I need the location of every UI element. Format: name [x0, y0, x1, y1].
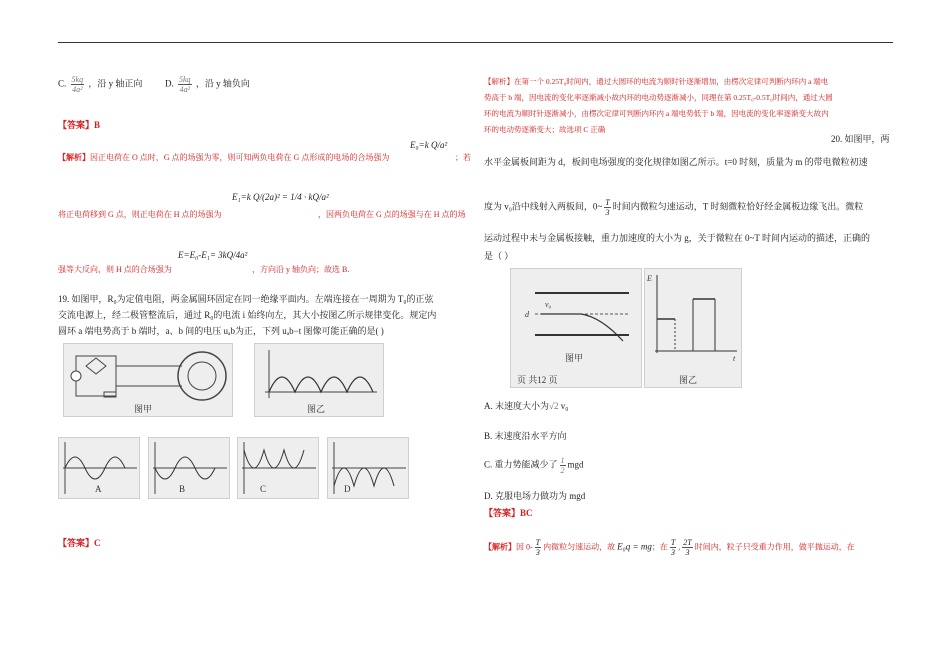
frac-2t-over-3: $\frac{2T}{3}$	[683, 538, 692, 557]
field-graph	[645, 269, 741, 387]
q19-option-b-graph	[148, 437, 230, 499]
option-c-label: C	[260, 484, 267, 494]
q20-fig-yi-label: 图乙	[679, 375, 698, 385]
answer-20: 【答案】BC	[484, 508, 533, 518]
svg-text:E: E	[647, 274, 652, 283]
option-c-curve	[238, 438, 318, 498]
explanation-18-line2: 将正电荷移到 G 点，则正电荷在 H 点的场强为	[58, 210, 222, 219]
q20-option-d: D. 克服电场力做功为 mgd	[484, 491, 586, 501]
question-20-line2: 水平金属板间距为 d，板间电场强度的变化规律如图乙所示。t=0 时刻，质量为 m 的带电微粒初速	[484, 157, 868, 167]
question-19-line3: 圆环 a 端电势高于 b 端时，a、b 间的电压 uₐb为正，下列 uₐb−t 图像可能正确的是( )	[58, 326, 384, 336]
option-d-curve	[328, 438, 408, 498]
explanation-18-tail1: ；若	[455, 153, 471, 162]
equation-e1: E₁=k Q/(2a)² = 1/4 · kQ/a²	[232, 192, 329, 202]
svg-text:t: t	[733, 354, 736, 363]
q20-option-a: A. 末速度大小为√2 v₀	[484, 401, 569, 411]
explanation-19: 【解析】在第一个 0.25T₀时间内，通过大圆环的电流为顺时针逐渐增加，由楞次定律可判断内环内 a 端电 势高于 b 端，因电流的变化率逐渐减小故内环的电动势逐渐减小，同理在第 0.25T₀-0.5T₀时间内，通过大圆 环的电流为顺时针逐渐减小，由楞次定律可判断内环内 a 端电势低于 b 端，因电流的变化率逐渐变大故内 环的电动势逐渐变大；故选项 C 正确	[484, 77, 833, 134]
q20-option-c: C. 重力势能减少了 $\frac{1}{2}$ mgd	[484, 456, 584, 475]
option-d: D. $\frac{5kq}{\text{4a²}}$ ，沿 y 轴负向	[165, 75, 250, 94]
option-c-fraction: $\frac{5kq}{\text{4a²}}$	[71, 75, 84, 94]
question-20-line5: 是（ ）	[484, 251, 514, 261]
frac-t-over-3-b: $\frac{T}{3}$	[535, 538, 541, 557]
question-20-line4: 运动过程中未与金属板接触，重力加速度的大小为 g，关于微粒在 0~T 时间内运动的描述，正确的	[484, 233, 870, 243]
question-20-line1: 20. 如图甲，两	[831, 134, 890, 144]
option-d-label: D	[344, 484, 351, 494]
q19-fig-yi-label: 图乙	[307, 404, 326, 414]
explanation-18-line3: 强等大反向，则 H 点的合场强为	[58, 265, 172, 274]
svg-text:d: d	[525, 310, 529, 319]
q19-fig-jia-label: 图甲	[134, 404, 153, 414]
frac-t-over-3-c: $\frac{T}{3}$	[670, 538, 676, 557]
q19-figure-circuit	[63, 343, 233, 417]
option-b-curve	[149, 438, 229, 498]
q20-figure-field	[644, 268, 742, 388]
explanation-18-tail3: ，方向沿 y 轴负向；故选 B.	[252, 265, 350, 274]
option-d-fraction: $\frac{5kq}{\text{4a²}}$	[179, 75, 191, 94]
plates-diagram	[511, 269, 641, 387]
q19-option-a-graph	[58, 437, 140, 499]
question-19-line1: 19. 如图甲，R₀为定值电阻，两金属圆环固定在同一绝缘平面内。左端连接在一周期为 T₀的正弦	[58, 294, 434, 304]
option-a-label: A	[95, 484, 102, 494]
explanation-20: 【解析】因 0- $\frac{T}{3}$ 内微粒匀速运动，故 E₀q = mg；在 $\frac{T}{3}$ , $\frac{2T}{3}$ 时间内，粒子只受重力作用，做平抛运动，在	[484, 538, 855, 557]
explanation-18-line1: 【解析】因正电荷在 O 点时，G 点的场强为零，则可知两负电荷在 G 点形成的电场的合场强为	[58, 153, 390, 162]
equation-e0: E₀=k Q/a²	[410, 140, 448, 150]
question-19-line2: 交流电源上，经二极管整流后，通过 R₀的电流 i 始终向左，其大小按图乙所示规律变化。规定内	[58, 310, 437, 320]
q19-option-d-graph	[327, 437, 409, 499]
explanation-18-tail2: ，因两负电荷在 G 点的场强与在 H 点的场	[318, 210, 466, 219]
option-c: C. $\frac{5kq}{\text{4a²}}$ ，沿 y 轴正向	[58, 75, 143, 94]
option-b-label: B	[179, 484, 186, 494]
frac-one-half: $\frac{1}{2}$	[560, 456, 565, 475]
q20-fig-jia-label: 图甲	[565, 353, 584, 363]
page-note: 页 共12 页	[517, 375, 558, 385]
q19-option-c-graph	[237, 437, 319, 499]
question-20-line3: 度为 v₀沿中线射入两板间，0~ $\frac{T}{3}$ 时间内微粒匀速运动，T 时刻微粒恰好经金属板边缘飞出。微粒	[484, 198, 864, 217]
q20-option-b: B. 末速度沿水平方向	[484, 431, 567, 441]
frac-t-over-3: $\frac{T}{3}$	[605, 198, 610, 217]
answer-18: 【答案】B	[58, 120, 101, 130]
answer-19: 【答案】C	[58, 538, 101, 548]
q19-figure-current	[254, 343, 384, 417]
q20-figure-plates	[510, 268, 642, 388]
svg-text:v₀: v₀	[545, 300, 552, 309]
equation-e: E=E₀-E₁= 3kQ/4a²	[178, 250, 248, 260]
header-rule	[58, 42, 893, 43]
